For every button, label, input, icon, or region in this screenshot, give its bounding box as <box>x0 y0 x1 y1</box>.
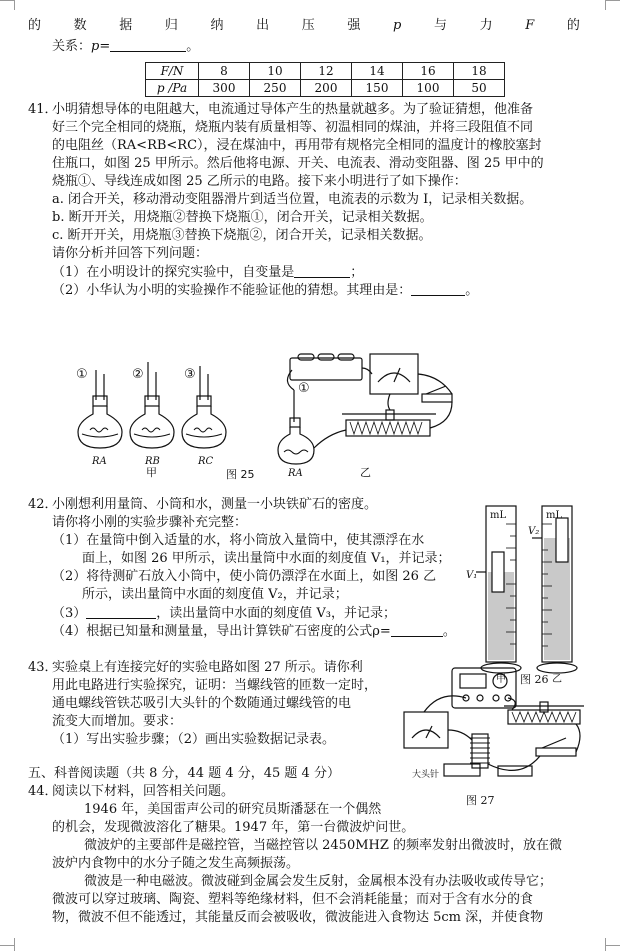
crop-mark <box>14 0 15 10</box>
figure-caption: 图 26 <box>520 673 549 686</box>
answer-blank[interactable] <box>110 37 186 52</box>
unit-label: mL <box>490 510 507 521</box>
paragraph: 物，微波不但不能透过，其能量反而会被吸收，微波能进入食物达 5cm 深，并使食物 <box>52 910 544 925</box>
sub-figure-label: 甲 <box>146 466 157 479</box>
question-number: 43． <box>28 660 58 675</box>
step-1-cont: 面上，如图 26 甲所示，读出量筒中水面的刻度值 V₁，并记录； <box>82 551 451 566</box>
question-text: 阅读以下材料，回答相关问题。 <box>52 784 235 799</box>
figure-caption: 图 27 <box>466 794 495 807</box>
table-row <box>146 63 505 80</box>
circuit-yi <box>278 354 452 464</box>
resistor-label: RC <box>198 456 214 467</box>
switch <box>536 738 576 756</box>
question-text: 烧瓶①、导线连成如图 25 乙所示的电路。接下来小明进行了如下操作： <box>52 174 467 189</box>
flask-number: ③ <box>184 367 196 382</box>
table-row <box>146 80 505 97</box>
crop-mark <box>606 945 620 946</box>
question-text: 通电螺线管铁芯吸引大头针的个数随通过螺线管的电 <box>52 696 352 711</box>
figure-caption: 图 25 <box>226 468 255 480</box>
question-text: 小刚想利用量筒、小筒和水，测量一小块铁矿石的密度。 <box>52 497 378 512</box>
relation-line: 关系：p= 。 <box>52 39 200 54</box>
sub-question-2: （2）小华认为小明的实验操作不能验证他的猜想。其理由是： 。 <box>52 283 479 298</box>
answer-blank[interactable] <box>391 622 443 637</box>
table-header: F/N <box>146 63 199 80</box>
table-cell: 100 <box>403 80 454 97</box>
question-number: 42． <box>28 497 58 512</box>
table-cell: 18 <box>454 63 505 80</box>
sub-figure-label: 乙 <box>552 674 562 685</box>
battery-pack <box>290 358 362 380</box>
power-supply <box>452 668 516 708</box>
table-cell: 300 <box>199 80 250 97</box>
step-3: （3） ，读出量筒中水面的刻度值 V₃，并记录； <box>52 606 397 621</box>
answer-blank[interactable] <box>294 263 350 278</box>
question-text: 住瓶口，如图 25 甲所示。然后他将电源、开关、电流表、滑动变阻器、图 25 甲中的 <box>52 156 544 171</box>
tray <box>498 766 532 776</box>
question-number: 44． <box>28 784 58 799</box>
step-2: （2）将待测矿石放入小筒中，使小筒仍漂浮在水面上，如图 26 乙 <box>52 569 437 584</box>
crop-mark <box>606 0 620 1</box>
switch <box>422 394 452 402</box>
question-text: 用此电路进行实验探究，证明：当螺线管的匝数一定时， <box>52 678 378 693</box>
paragraph: 微波可以穿过玻璃、陶瓷、塑料等绝缘材料，但不会消耗能量；而对于含有水分的食 <box>52 892 534 907</box>
table-cell: 14 <box>352 63 403 80</box>
ammeter <box>404 712 448 748</box>
table-cell: 150 <box>352 80 403 97</box>
sub-question-1: （1）在小明设计的探究实验中，自变量是 ； <box>52 265 364 280</box>
prompt: 请你分析并回答下列问题： <box>52 246 209 261</box>
question-text: 好三个完全相同的烧瓶，烧瓶内装有质量相等、初温相同的煤油，并将三段阻值不同 <box>52 120 534 135</box>
crop-mark <box>14 938 15 951</box>
question-text: （1）写出实验步骤；（2）画出实验数据记录表。 <box>52 732 336 747</box>
question-text: 的电阻丝（RA<RB<RC），浸在煤油中，再用带有规格完全相同的温度计的橡胶塞封 <box>52 138 542 153</box>
volume-label: V₁ <box>466 570 478 581</box>
step-c: c. 断开开关，用烧瓶③替换下烧瓶②，闭合开关，记录相关数据。 <box>52 228 432 243</box>
resistor-label: RA <box>92 456 107 467</box>
pin-label: 大头针 <box>412 770 440 780</box>
sub-figure-label: 乙 <box>360 466 371 479</box>
table-cell: 200 <box>301 80 352 97</box>
flask-number: ② <box>132 367 144 382</box>
table-cell: 12 <box>301 63 352 80</box>
crop-mark <box>605 0 606 10</box>
top-line: 的 数 据 归 纳 出 压 强 p 与 力 F 的 <box>28 18 580 33</box>
crop-mark <box>605 938 606 951</box>
step-1: （1）在量筒中倒入适量的水，将小筒放入量筒中，使其漂浮在水 <box>52 533 425 548</box>
answer-blank[interactable] <box>86 604 156 619</box>
pin-box <box>444 764 480 776</box>
table-cell: 50 <box>454 80 505 97</box>
resistor-label: RB <box>145 456 160 467</box>
question-text: 实验桌上有连接完好的实验电路如图 27 所示。请你利 <box>52 660 363 675</box>
ammeter <box>370 354 418 394</box>
flask-number: ① <box>298 381 310 396</box>
step-4: （4）根据已知量和测量量，导出计算铁矿石密度的公式ρ= 。 <box>52 624 456 639</box>
volume-label: V₂ <box>528 526 540 537</box>
table-cell: 16 <box>403 63 454 80</box>
step-2-cont: 所示，读出量筒中水面的刻度值 V₂，并记录； <box>82 587 348 602</box>
paragraph: 微波炉的主要部件是磁控管，当磁控管以 2450MHZ 的频率发射出微波时，放在微 <box>84 838 563 853</box>
question-text: 请你将小刚的实验步骤补充完整： <box>52 515 248 530</box>
figure-25 <box>60 352 480 480</box>
flask-number: ① <box>76 367 88 382</box>
table-cell: 8 <box>199 63 250 80</box>
crop-mark <box>0 945 14 946</box>
section-title: 五、科普阅读题（共 8 分，44 题 4 分，45 题 4 分） <box>28 766 340 781</box>
unit-label: mL <box>546 510 563 521</box>
question-text: 流变大而增加。要求： <box>52 714 183 729</box>
figure-27 <box>400 660 586 790</box>
paragraph: 1946 年，美国雷声公司的研究员斯潘瑟在一个偶然 <box>84 802 382 817</box>
question-number: 41． <box>28 102 58 117</box>
crop-mark <box>0 0 14 1</box>
paragraph: 的机会，发现微波溶化了糖果。1947 年，第一台微波炉问世。 <box>52 820 415 835</box>
paragraph: 微波是一种电磁波。微波碰到金属会发生反射，金属根本没有办法吸收或传导它； <box>84 874 553 889</box>
table-header: p /Pa <box>146 80 199 97</box>
question-text: 小明猜想导体的电阻越大，电流通过导体产生的热量就越多。为了验证猜想，他准备 <box>52 102 534 117</box>
paragraph: 波炉内食物中的水分子随之发生高频振荡。 <box>52 856 300 871</box>
resistor-label: RA <box>288 468 303 479</box>
step-a: a. 闭合开关，移动滑动变阻器滑片到适当位置，电流表的示数为 I，记录相关数据。 <box>52 192 533 207</box>
data-table <box>145 62 505 97</box>
table-cell: 250 <box>250 80 301 97</box>
answer-blank[interactable] <box>411 281 465 296</box>
step-b: b. 断开开关，用烧瓶②替换下烧瓶①，闭合开关，记录相关数据。 <box>52 210 433 225</box>
sub-figure-label: 甲 <box>496 674 506 685</box>
solenoid <box>470 734 490 768</box>
table-cell: 10 <box>250 63 301 80</box>
